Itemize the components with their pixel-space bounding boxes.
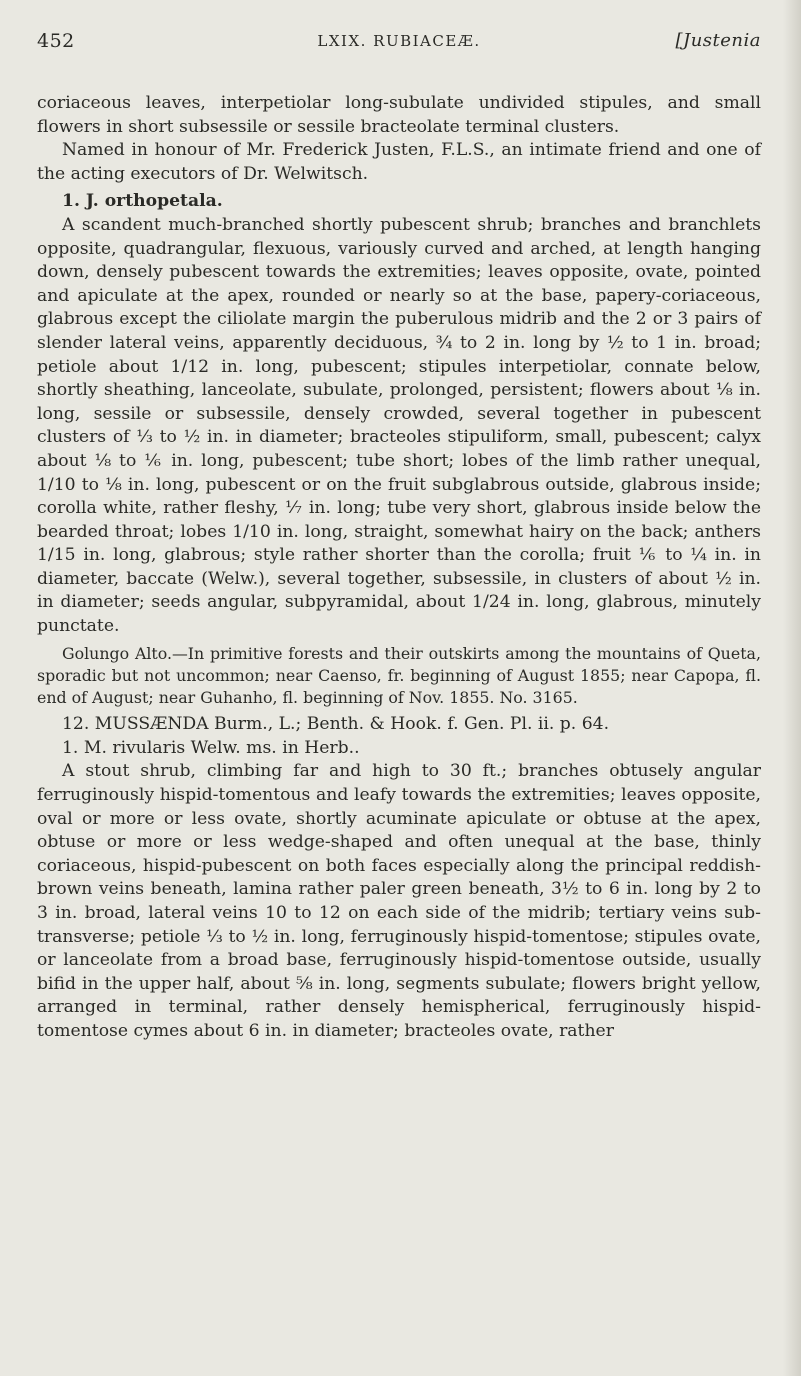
species-heading-justenia-orthopetala: 1. J. orthopetala. [62,191,223,212]
genus-heading: [Justenia [675,30,761,51]
paragraph-orthopetala-locality: Golungo Alto.—In primitive forests and their outskirts among the mountains of Queta, sporadic but not uncommon; near Caenso, fr. beginning of August 1855; near Capopa, fl. end of August; near Guhanho, fl. beginning of Nov. 1855. No. 3165. [37,643,761,708]
paragraph-orthopetala-description: A scandent much-branched shortly pubescent shrub; branches and branchlets opposite, quadrangular, flexuous, variously curved and arched, at length hanging down, densely pubescent towards the extremities; leaves opposite, ovate, pointed and apiculate at the apex, rounded or nearly so at the base, papery-coriaceous, glabrous except the ciliolate margin the puberulous midrib and the 2 or 3 pairs of slender lateral veins, apparently deciduous, ¾ to 2 in. long by ½ to 1 in. broad; petiole about 1/12 in. long, pubescent; stipules interpetiolar, connate below, shortly sheathing, lanceolate, subulate, prolonged, persistent; flowers about ⅛ in. long, sessile or subsessile, densely crowded, several together in pubescent clusters of ⅓ to ½ in. in diameter; bracteoles stipuliform, small, pubescent; calyx about ⅛ to ⅙ in. long, pubescent; tube short; lobes of the limb rather unequal, 1/10 to ⅛ in. long, pubescent or on the fruit subglabrous outside, glabrous inside; corolla white, rather fleshy, ⅐ in. long; tube very short, glabrous inside below the bearded throat; lobes 1/10 in. long, straight, somewhat hairy on the back; anthers 1/15 in. long, glabrous; style rather shorter than the corolla; fruit ⅙ to ¼ in. in diameter, baccate (Welw.), several together, subsessile, in clusters of about ½ in. in diameter; seeds angular, subpyramidal, about 1/24 in. long, glabrous, minutely punctate. [37,214,761,637]
species-heading-mussaenda-rivularis: 1. M. rivularis Welw. ms. in Herb.. [62,737,360,758]
page-number: 452 [37,30,75,52]
text-body [37,92,761,1044]
running-head [37,0,761,50]
paragraph-rivularis-description: A stout shrub, climbing far and high to 30 ft.; branches obtusely angular ferruginously hispid-tomentous and leafy towards the extremities; leaves opposite, oval or more or less ovate, shortly acuminate apiculate or obtuse at the apex, obtuse or more or less wedge-shaped and often unequal at the base, thinly coriaceous, hispid-pubescent on both faces especially along the principal reddish-brown veins beneath, lamina rather paler green beneath, 3½ to 6 in. long by 2 to 3 in. broad, lateral veins 10 to 12 on each side of the midrib; tertiary veins sub-transverse; petiole ⅓ to ½ in. long, ferruginously hispid-tomentose; stipules ovate, or lanceolate from a broad base, ferruginously hispid-tomentose outside, usually bifid in the upper half, about ⅝ in. long, segments subulate; flowers bright yellow, arranged in terminal, rather densely hemispherical, ferruginously hispid-tomentose cymes about 6 in. in diameter; bracteoles ovate, rather [37,761,761,1041]
paragraph-genus-description-end: coriaceous leaves, interpetiolar long-subulate undivided stipules, and small flowers in short subsessile or sessile bracteolate terminal clusters. [37,93,761,137]
page-edge-shadow [783,0,801,1376]
chapter-title: LXIX. RUBIACEÆ. [317,32,481,50]
genus-heading-mussaenda: 12. MUSSÆNDA Burm., L.; Benth. & Hook. f. Gen. Pl. ii. p. 64. [62,714,610,735]
paragraph-etymology: Named in honour of Mr. Frederick Justen, F.L.S., an intimate friend and one of the acting executors of Dr. Welwitsch. [37,140,761,184]
